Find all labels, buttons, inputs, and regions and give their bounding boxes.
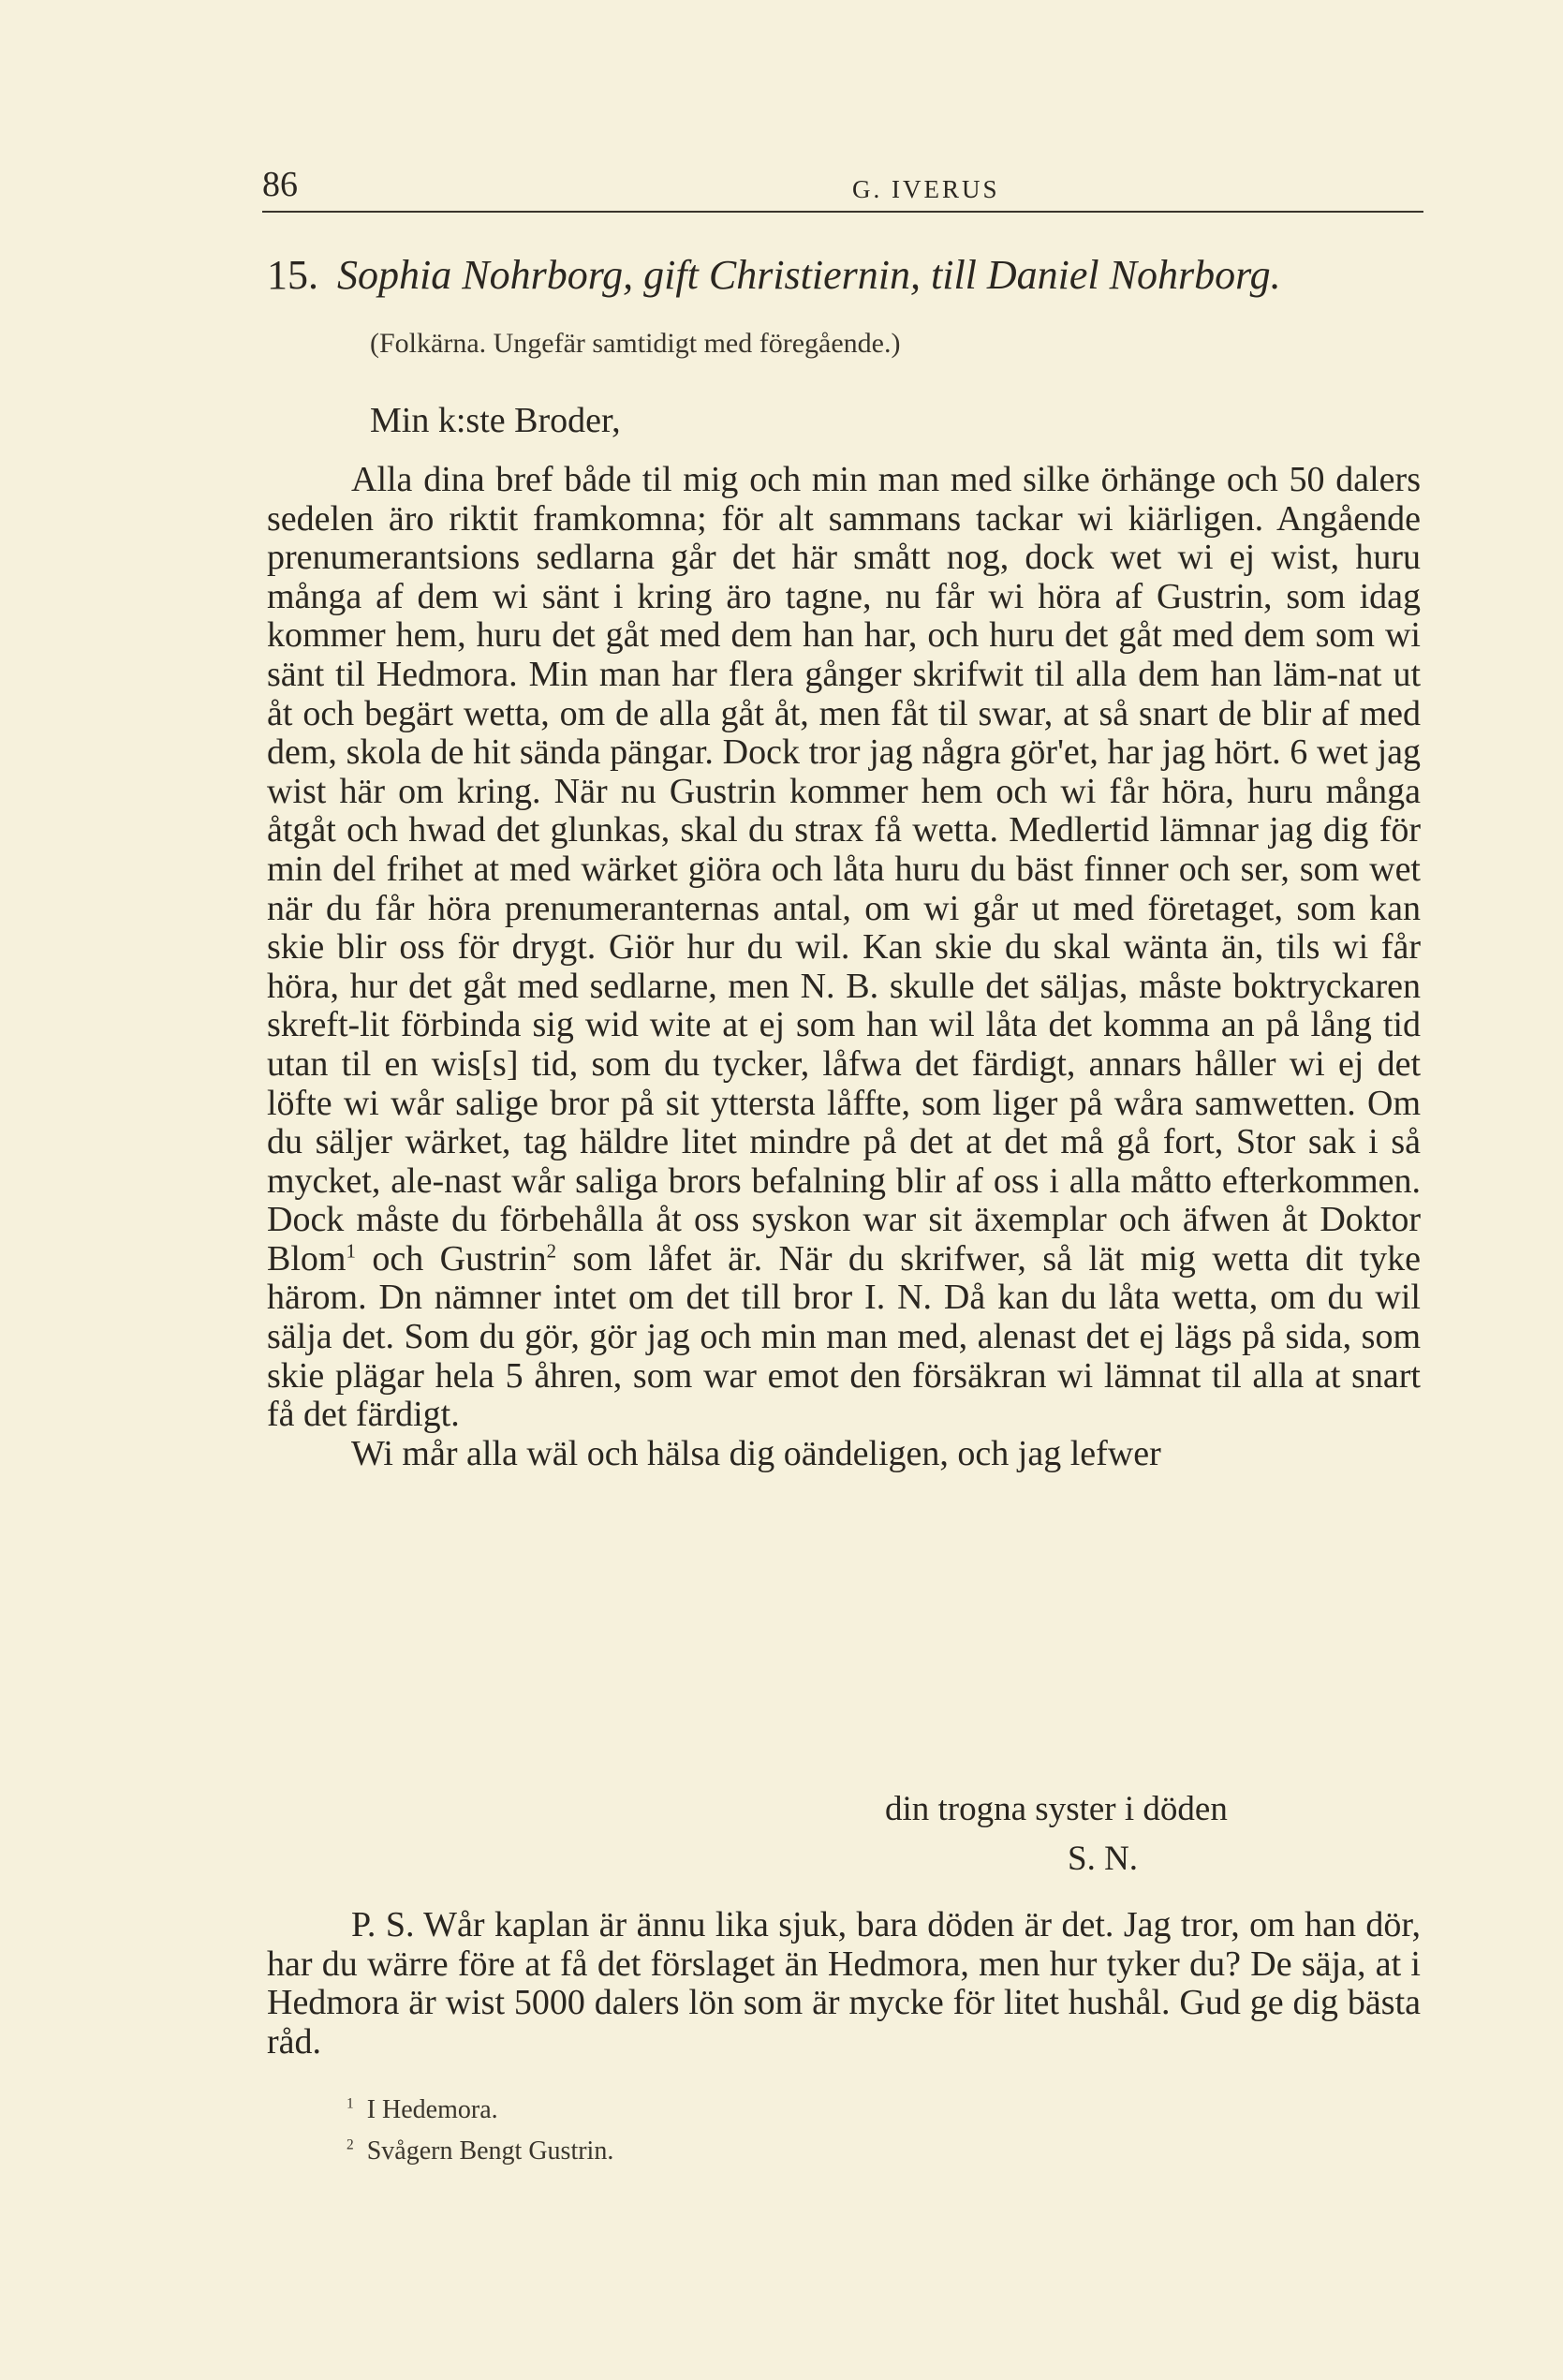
paragraph (267, 461, 1421, 1435)
letter-heading (267, 251, 1428, 299)
paragraph-text: Alla dina bref både til mig och min man med silke örhänge och 50 dalers sedelen äro riktit framkomna; för alt sammans tackar wi kiärligen. Angående prenumerantsions sedlarna går det här smått nog, dock wet wi ej wist, huru många af dem wi sänt i kring äro tagne, nu får wi höra af Gustrin, som idag kommer hem, huru det gåt med dem han har, och huru det gåt med dem som wi sänt til Hedmora. Min man har flera gånger skrifwit til alla dem han läm-nat ut åt och begärt wetta, om de alla gåt åt, men fåt til swar, at så snart de blir af med dem, skola de hit sända pängar. Dock tror jag några gör'et, har jag hört. 6 wet jag wist här om kring. När nu Gustrin kommer hem och wi får höra, huru många åtgåt och hwad det glunkas, skal du strax få wetta. Medlertid lämnar jag dig för min del frihet at med wärket giöra och låta huru du bäst finner och ser, som wet när du får höra prenumeranternas antal, om wi går ut med företaget, som kan skie blir oss för drygt. Giör hur du wil. Kan skie du skal wänta än, tils wi får höra, hur det gåt med sedlarne, men N. B. skulle det säljas, måste boktryckaren skreft-lit förbinda sig wid wite at ej som han wil låta det komma an på lång tid utan til en wis[s] tid, som du tycker, låfwa det färdigt, annars håller wi ej det löfte wi wår salige bror på sit yttersta låffte, som liger på wåra samwetten. Om du säljer wärket, tag häldre litet mindre på det at det må gå fort, Stor sak i så mycket, ale-nast wår saliga brors befalning blir af oss i alla måtto efterkommen. Dock måste du förbehålla åt oss syskon war sit äxemplar och äfwen åt Doktor Blom (267, 460, 1421, 1279)
running-head (262, 164, 1423, 213)
paragraph-text: och Gustrin (355, 1238, 547, 1279)
postscript (267, 1906, 1421, 2062)
closing-line: din trogna syster i döden (885, 1790, 1228, 1828)
letter-body (267, 461, 1421, 1473)
paragraph-text: som låfet är. När du skrifwer, så lät mig wetta dit tyke härom. Dn nämner intet om det till bror I. N. Då kan du låta wetta, om du wil sälja det. Som du gör, gör jag och min man med, alenast det ej lägs på sida, som skie plägar hela 5 åhren, som war emot den försäkran wi lämnat til alla at snart få det färdigt. (267, 1238, 1421, 1435)
footnote (347, 2095, 498, 2125)
letter-subtitle: (Folkärna. Ungefär samtidigt med föregående.) (370, 328, 901, 359)
postscript-text: P. S. Wår kaplan är ännu lika sjuk, bara döden är det. Jag tror, om han dör, har du wärre före at få det förslaget än Hedmora, men hur tyker du? De säja, at i Hedmora är wist 5000 dalers lön som är mycke för litet hushål. Gud ge dig bästa råd. (267, 1905, 1421, 2062)
salutation: Min k:ste Broder, (370, 401, 621, 440)
footnote-mark: 1 (347, 2095, 354, 2112)
page-number: 86 (262, 165, 298, 204)
letter-title: Sophia Nohrborg, gift Christiernin, till Daniel Nohrborg. (337, 252, 1281, 298)
letter-number: 15. (267, 252, 318, 298)
footnote (347, 2136, 613, 2166)
footnote-mark: 2 (347, 2136, 354, 2153)
footnote-ref: 2 (546, 1239, 557, 1263)
paragraph: Wi mår alla wäl och hälsa dig oändeligen, och jag lefwer (351, 1433, 1161, 1473)
signature-initials: S. N. (1068, 1840, 1139, 1878)
footnote-ref: 1 (346, 1239, 356, 1263)
footnote-text: Svågern Bengt Gustrin. (366, 2136, 614, 2166)
running-head-author: G. IVERUS (852, 175, 1000, 203)
footnote-text: I Hedemora. (366, 2095, 498, 2124)
